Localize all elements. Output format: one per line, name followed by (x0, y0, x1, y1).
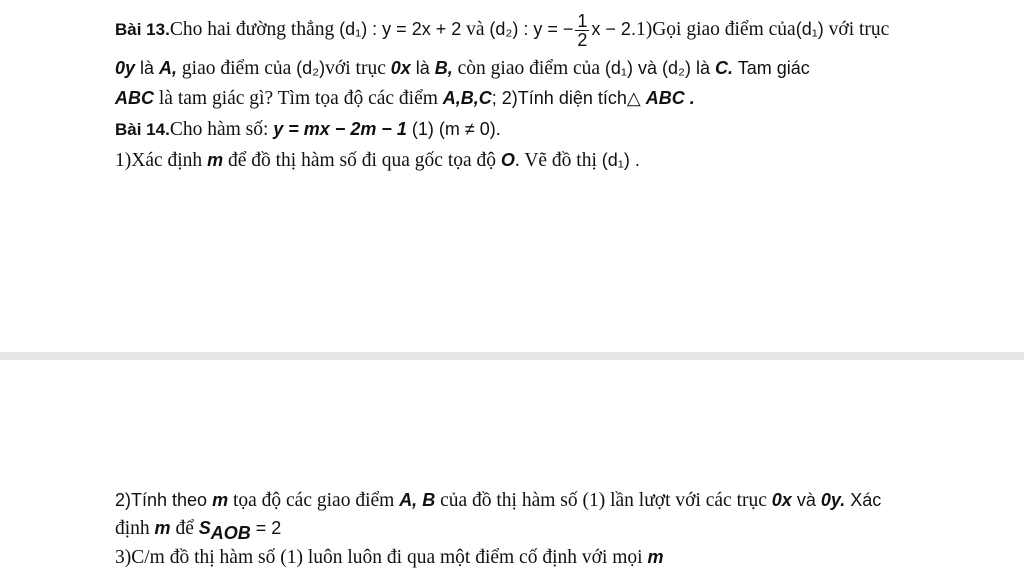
problem13-heading: Bài 13. (115, 19, 170, 39)
text: định (115, 518, 155, 539)
math-AB: A, B (399, 490, 436, 510)
math-d1: (d₁) . (601, 150, 640, 170)
condition: (m ≠ 0). (438, 119, 501, 139)
math-0x: 0x (771, 490, 792, 510)
text: 3)C/m đồ thị hàm số (1) luôn luôn đi qua một điểm cố định với mọi (115, 547, 648, 568)
problem14-heading: Bài 14. (115, 120, 170, 139)
problem13-line3 (115, 86, 695, 111)
math-area-subscript: AOB (210, 522, 251, 543)
fraction (575, 12, 589, 49)
text: ; 2)Tính diện tích△ (491, 88, 646, 108)
problem14-line1 (115, 117, 501, 142)
problem13-line1 (115, 12, 889, 49)
fraction-denominator: 2 (577, 30, 588, 50)
math-m: m (207, 150, 224, 170)
math-equals: = 2 (250, 518, 282, 538)
math-ABC: ABC (115, 88, 154, 108)
text: là (135, 58, 160, 78)
math-d1: (d₁) (604, 58, 633, 78)
math-0y: 0y (115, 58, 136, 78)
text: là tam giác gì? Tìm tọa độ các điểm (154, 88, 443, 109)
math-C: C. (715, 58, 734, 78)
math-B: B, (434, 58, 453, 78)
text: còn giao điểm của (452, 58, 605, 79)
text: . Vẽ đồ thị (514, 150, 602, 171)
math-area-symbol: S (198, 518, 211, 538)
question3-line (115, 545, 663, 570)
problem14-question1 (115, 148, 640, 173)
text: để (170, 518, 199, 539)
text: và (633, 58, 663, 78)
fraction-numerator: 1 (577, 11, 588, 31)
math-0x: 0x (390, 58, 411, 78)
math-m: m (154, 518, 171, 538)
math-O: O (500, 150, 515, 170)
question2-line1 (115, 488, 881, 513)
text: là (410, 58, 435, 78)
math-d1: (d₁) (795, 18, 824, 39)
math-d2: (d₂) (296, 58, 326, 78)
math-d2: (d₂) (662, 58, 692, 78)
text: Xác (845, 490, 882, 510)
equation-d1: (d₁) : y = 2x + 2 (339, 18, 462, 39)
text: với trục (823, 18, 890, 40)
text: Tam giác (733, 58, 810, 78)
math-m: m (647, 547, 664, 567)
text: Cho hai đường thẳng (169, 18, 340, 40)
math-0y: 0y. (820, 490, 846, 510)
text: để đồ thị hàm số đi qua gốc tọa độ (223, 150, 501, 171)
equation-d2-tail: x − 2. (591, 18, 636, 39)
function-equation: y = mx − 2m − 1 (273, 119, 407, 139)
math-points: A,B,C (442, 88, 492, 108)
text: tọa độ các giao điểm (228, 490, 400, 511)
text: của đồ thị hàm số (1) lần lượt với các trục (435, 490, 772, 511)
math-m: m (212, 490, 229, 510)
problem13-line2 (115, 56, 810, 81)
text: Cho hàm số: (169, 119, 274, 140)
bottom-document-panel (0, 360, 1024, 575)
panel-divider (0, 352, 1024, 360)
text: giao điểm của (177, 58, 297, 79)
text: 1)Gọi giao điểm của (635, 18, 796, 40)
text: và (791, 490, 821, 510)
text: và (461, 18, 490, 40)
math-A: A, (159, 58, 178, 78)
text: 2)Tính theo (115, 490, 213, 510)
equation-d2: (d₂) : y = − (489, 18, 574, 39)
text: 1)Xác định (115, 150, 208, 171)
text: là (691, 58, 716, 78)
question2-line2 (115, 516, 281, 545)
math-triangle: ABC . (645, 88, 695, 108)
equation-label: (1) (406, 119, 439, 139)
text: với trục (325, 58, 391, 79)
